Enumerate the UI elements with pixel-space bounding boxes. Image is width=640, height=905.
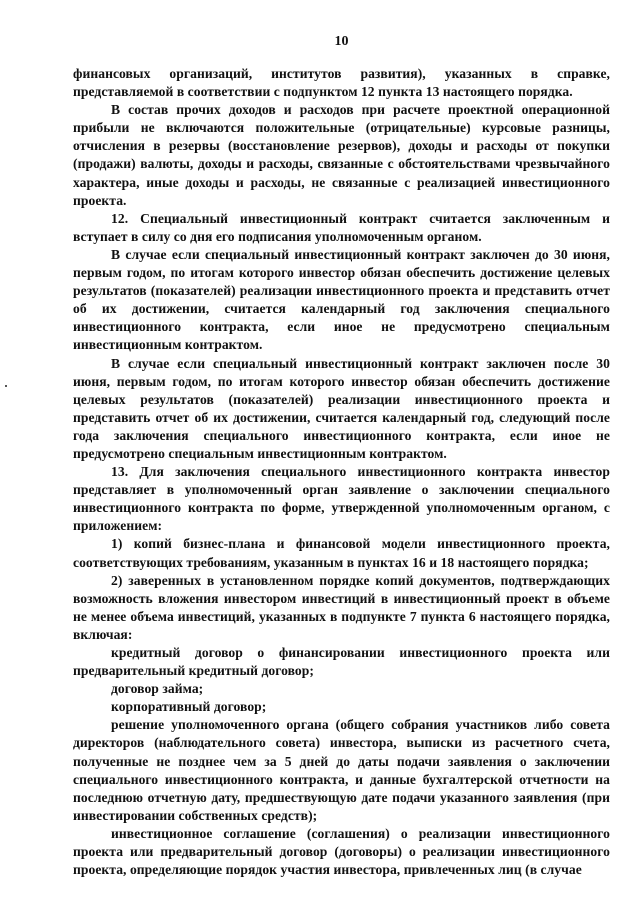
paragraph: 2) заверенных в установленном порядке копий документов, подтверждающих возможность вложения инвестором инвестиций в инвестиционный проект в объеме не менее объема инвестиций, указанных в подпункте 7 пункта 6 настоящего порядка, включая: (73, 572, 610, 642)
paragraph: кредитный договор о финансировании инвестиционного проекта или предварительный кредитный договор; (73, 645, 610, 679)
paragraph: В случае если специальный инвестиционный контракт заключен после 30 июня, первым годом, по итогам которого инвестор обязан обеспечить достижение целевых результатов (показателей) реализации инвестиционного проекта и представить отчет об их достижении, считается календарный год, следующий после года заключения специального инвестиционного контракта, если иное не предусмотрено специальным инвестиционным контрактом. (73, 355, 610, 461)
paragraph: 1) копий бизнес-плана и финансовой модели инвестиционного проекта, соответствующих требованиям, указанным в пунктах 16 и 18 настоящего порядка; (73, 536, 610, 570)
scan-speck (5, 385, 7, 387)
paragraph: В случае если специальный инвестиционный контракт заключен до 30 июня, первым годом, по итогам которого инвестор обязан обеспечить достижение целевых результатов (показателей) реализации инвестиционного проекта и представить отчет об их достижении, считается календарный год заключения специального инвестиционного контракта, если иное не предусмотрено специальным инвестиционным контрактом. (73, 246, 610, 353)
paragraph: решение уполномоченного органа (общего собрания участников либо совета директоров (наблюдательного совета) инвестора, выписки из расчетного счета, полученные не позднее чем за 5 дней до даты подачи заявления о заключении специального инвестиционного контракта, и данные бухгалтерской отчетности на последнюю отчетную дату, предшествующую дате подачи указанного заявления (при инвестировании собственных средств); (73, 717, 610, 823)
paragraph: 13. Для заключения специального инвестиционного контракта инвестор представляет в уполномоченный орган заявление о заключении специального инвестиционного контракта по форме, утвержденной уполномоченным органом, с приложением: (73, 464, 610, 534)
paragraph: 12. Специальный инвестиционный контракт считается заключенным и вступает в силу со дня его подписания уполномоченным органом. (73, 210, 610, 244)
paragraph: инвестиционное соглашение (соглашения) о реализации инвестиционного проекта или предварительный договор (договоры) о реализации инвестиционного проекта, определяющие порядок участия инвестора, привлеченных лиц (в случае (73, 825, 610, 878)
paragraph: договор займа; (111, 681, 204, 697)
page-number: 10 (334, 34, 349, 49)
paragraph: корпоративный договор; (111, 699, 267, 715)
document-body (73, 65, 610, 879)
paragraph: В состав прочих доходов и расходов при расчете проектной операционной прибыли не включаются положительные (отрицательные) курсовые разницы, отчисления в резервы (восстановление резервов), доходы и расходы от покупки (продажи) валюты, доходы и расходы, связанные с обстоятельствами чрезвычайного характера, иные доходы и расходы, не связанные с реализацией инвестиционного проекта. (73, 102, 610, 208)
paragraph: финансовых организаций, институтов развития), указанных в справке, представляемой в соответствии с подпунктом 12 пункта 13 настоящего порядка. (73, 66, 610, 100)
